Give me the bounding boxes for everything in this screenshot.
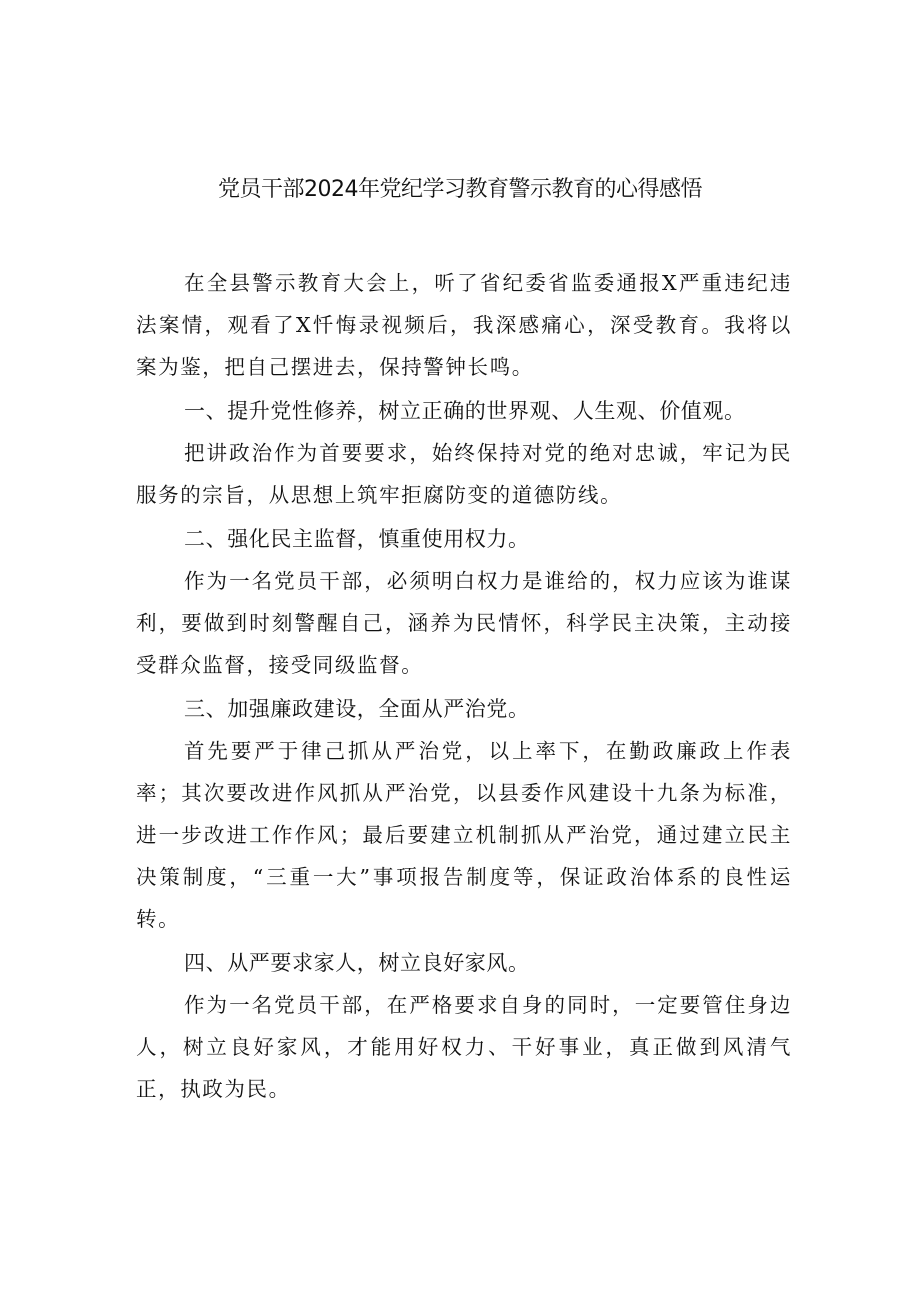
section-body-4: 作为一名党员干部，在严格要求自身的同时，一定要管住身边人，树立良好家风，才能用好权力、干好事业，真正做到风清气正，执政为民。 <box>136 993 792 1101</box>
section-heading-2: 二、强化民主监督，慎重使用权力。 <box>184 527 530 551</box>
document-title: 党员干部2024年党纪学习教育警示教育的心得感悟 <box>218 177 702 202</box>
document-body <box>136 262 792 1110</box>
section-body-2: 作为一名党员干部，必须明白权力是谁给的，权力应该为谁谋利，要做到时刻警醒自己，涵养为民情怀，科学民主决策，主动接受群众监督，接受同级监督。 <box>136 569 792 677</box>
section-heading-4: 四、从严要求家人，树立良好家风。 <box>184 951 530 975</box>
section-body-3: 首先要严于律己抓从严治党，以上率下，在勤政廉政上作表率；其次要改进作风抓从严治党，以县委作风建设十九条为标准，进一步改进工作作风；最后要建立机制抓从严治党，通过建立民主决策制度，“三重一大”事项报告制度等，保证政治体系的良性运转。 <box>136 739 792 931</box>
section-body-1: 把讲政治作为首要要求，始终保持对党的绝对忠诚，牢记为民服务的宗旨，从思想上筑牢拒腐防变的道德防线。 <box>136 441 792 507</box>
section-heading-1: 一、提升党性修养，树立正确的世界观、人生观、价值观。 <box>184 399 746 423</box>
intro-paragraph: 在全县警示教育大会上，听了省纪委省监委通报X严重违纪违法案情，观看了X忏悔录视频后，我深感痛心，深受教育。我将以案为鉴，把自己摆进去，保持警钟长鸣。 <box>136 271 792 379</box>
section-heading-3: 三、加强廉政建设，全面从严治党。 <box>184 697 530 721</box>
